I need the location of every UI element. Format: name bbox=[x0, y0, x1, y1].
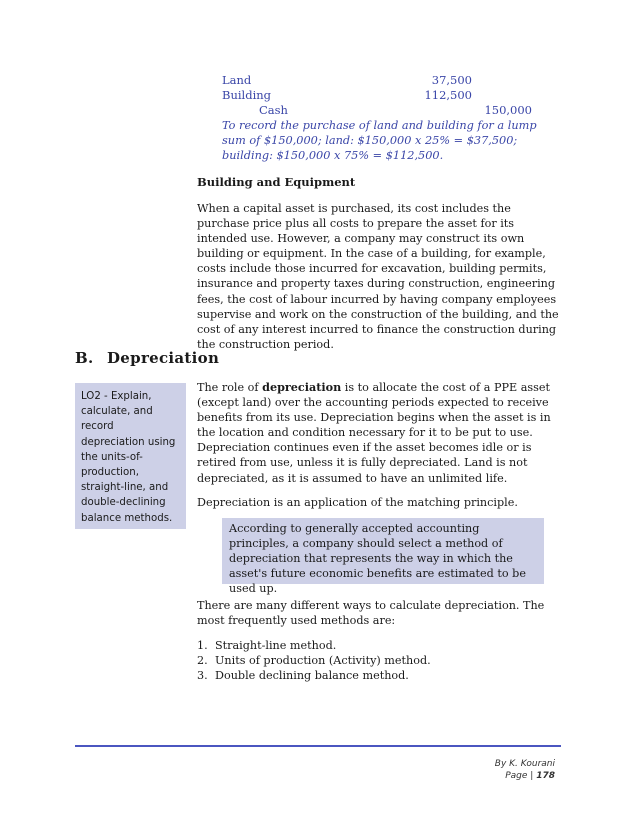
footer-divider bbox=[75, 745, 561, 747]
building-equipment-heading: Building and Equipment bbox=[197, 175, 356, 189]
list-number: 3. bbox=[197, 669, 208, 682]
account-name: Building bbox=[222, 88, 272, 102]
page-label: Page bbox=[505, 771, 528, 781]
depreciation-paragraph-3: There are many different ways to calculate depreciation. The most frequently used methods are: bbox=[197, 599, 545, 628]
journal-line-land bbox=[222, 73, 251, 88]
text-run: is to allocate the cost of a PPE asset (except land) over the accounting periods expected to receive benefits from its use. Depreciation begins when the asset is in the location and condition necessary for it to be put to use. Depreciation continues even if the asset becomes idle or is retired from use, unless it is fully depreciated. Land is not depreciated, as it is assumed to have an unlimited life. bbox=[197, 381, 551, 485]
journal-entry-note: To record the purchase of land and building for a lump sum of $150,000; land: $150,000 x 25% = $37,500; building: $150,000 x 75% = $112,500. bbox=[222, 119, 537, 162]
list-label: Double declining balance method. bbox=[215, 669, 409, 682]
page-footer bbox=[495, 758, 555, 782]
learning-objective-box: LO2 - Explain, calculate, and record depreciation using the units-of-production, straight-line, and double-declining balance methods. bbox=[75, 383, 186, 529]
depreciation-paragraph-2: Depreciation is an application of the matching principle. bbox=[197, 496, 518, 509]
account-name: Cash bbox=[259, 103, 288, 117]
depreciation-methods-list bbox=[197, 638, 431, 683]
section-heading bbox=[75, 349, 219, 367]
page-separator: | bbox=[527, 771, 537, 781]
list-item bbox=[197, 653, 431, 668]
credit-amount: 150,000 bbox=[484, 103, 532, 117]
journal-line-building bbox=[222, 88, 271, 103]
list-label: Straight-line method. bbox=[215, 639, 337, 652]
list-number: 2. bbox=[197, 654, 208, 667]
list-item bbox=[197, 638, 431, 653]
journal-line-cash bbox=[259, 103, 288, 118]
gaap-quote-box: According to generally accepted accounting principles, a company should select a method of depreciation that represents the way in which the asset's future economic benefits are estimated to be used up. bbox=[222, 518, 544, 584]
footer-author: By K. Kourani bbox=[494, 759, 555, 769]
building-equipment-paragraph: When a capital asset is purchased, its cost includes the purchase price plus all costs to prepare the asset for its intended use. However, a company may construct its own building or equipment. In the case of a building, for example, costs include those incurred for excavation, building permits, insurance and property taxes during construction, engineering fees, the cost of labour incurred by having company employees supervise and work on the construction of the building, and the cost of any interest incurred to finance the construction during the construction period. bbox=[197, 202, 559, 351]
list-item bbox=[197, 668, 431, 683]
list-label: Units of production (Activity) method. bbox=[215, 654, 431, 667]
debit-amount: 37,500 bbox=[431, 73, 472, 87]
page-number: 178 bbox=[536, 771, 555, 781]
section-title: Depreciation bbox=[107, 349, 220, 367]
depreciation-term: depreciation bbox=[262, 380, 342, 394]
text-run: The role of bbox=[197, 381, 263, 394]
section-letter: B. bbox=[75, 349, 94, 367]
debit-amount: 112,500 bbox=[424, 88, 472, 102]
depreciation-paragraph-1 bbox=[197, 380, 559, 486]
list-number: 1. bbox=[197, 639, 208, 652]
account-name: Land bbox=[222, 73, 252, 87]
footer-page bbox=[495, 770, 555, 782]
